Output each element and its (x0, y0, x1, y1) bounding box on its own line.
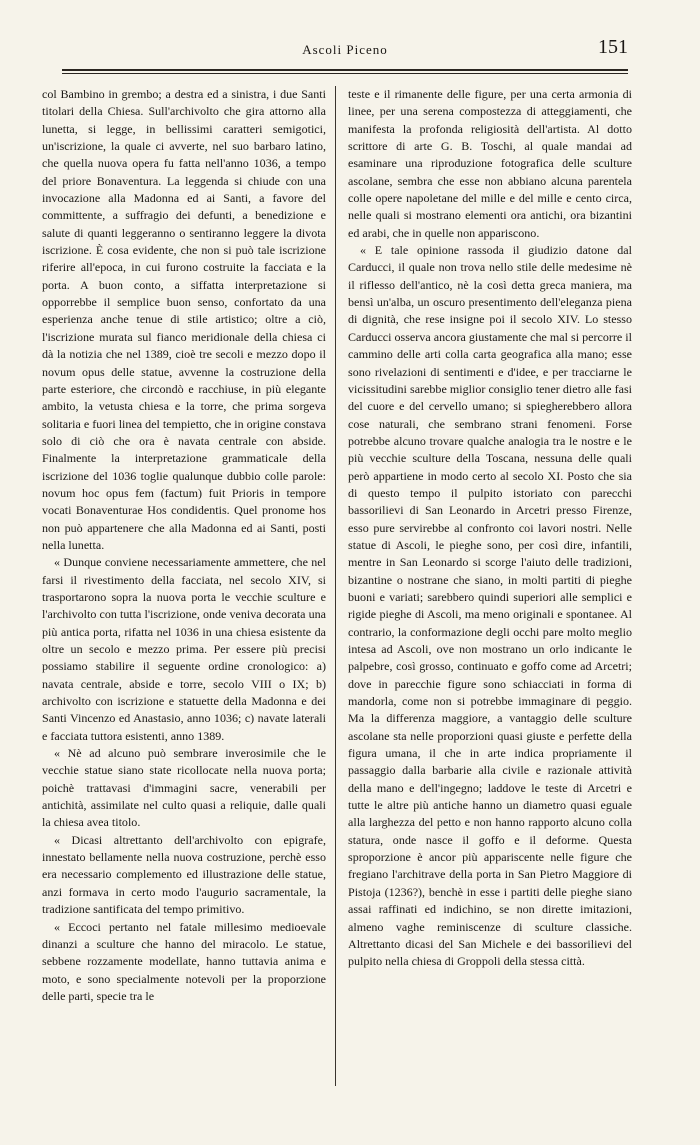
paragraph: « Eccoci pertanto nel fatale millesimo medioevale dinanzi a sculture che hanno del miracolo. Le statue, sebbene rozzamente modellate, hanno tuttavia anima e moto, e sono specialmente notevoli per la proporzione delle parti, specie tra le (42, 919, 326, 1003)
paragraph: teste e il rimanente delle figure, per una certa armonia di linee, per una serena compostezza di atteggiamenti, che manifesta la profonda religiosità dell'artista. Al dotto scrittore di arte G. B. Toschi, al quale mandai ad esaminare una riproduzione fotografica delle sculture ascolane, sembra che esse non abbiano alcuna parentela colle opere napoletane del mille e del mille e cento circa, nelle quali si mostrano elementi ora antichi, ora bizantini ed arabi, che in quelle non appariscono. (348, 87, 632, 240)
paragraph: « Nè ad alcuno può sembrare inverosimile che le vecchie statue siano state ricollocate nella nuova porta; poichè trattavasi d'immagini sacre, venerabili per antichità, assimilate nel culto quasi a reliquie, dalle quali la chiesa avea titolo. (42, 746, 326, 830)
paragraph: col Bambino in grembo; a destra ed a sinistra, i due Santi titolari della Chiesa. Sull'archivolto che gira attorno alla lunetta, si legge, in bellissimi caratteri semigotici, un'iscrizione, la quale ci avverte, nel suo barbaro latino, che quella nuova opera fu fatta nell'anno 1036, a tempo del priore Bonaventura. La leggenda si chiude con una invocazione alla Madonna ed ai Santi, a favore del committente, a suffragio dei defunti, a benedizione e salute di quanti leggeranno o sentiranno leggere la divota iscrizione. È cosa evidente, che non si può tale iscrizione riferire all'epoca, in cui furono costruite la facciata e la porta. A buon conto, a siffatta interpretazione si opporrebbe il semplice buon senso, confortato da una esperienza anche tenue di stile artistico; oltre a ciò, l'iscrizione murata sul fianco meridionale della chiesa ci dà la notizia che nel 1389, cioè tre secoli e mezzo dopo il novum opus delle statue, avvenne la costruzione della parte esteriore, che circondò e racchiuse, in più elegante ambito, la vetusta chiesa e la torre, che prima sorgeva solitaria e fuori linea del tempietto, che in origine constava solo di ciò che ora è navata centrale con abside. Finalmente la interpretazione grammaticale della iscrizione del 1036 toglie qualunque dubbio colle parole: novum hoc opus fem (factum) fuit Prioris in tempore vocati Bonaventurae Hos condidentis. Quel pronome hos non può appartenere che alla Madonna ed ai Santi, posti nella lunetta. (42, 87, 326, 552)
right-column (348, 86, 632, 971)
header-rule-thick (62, 69, 628, 71)
paragraph: « Dicasi altrettanto dell'archivolto con epigrafe, innestato bellamente nella nuova costruzione, perchè esso era necessario complemento ed illustrazione delle statue, anzi formava in certo modo l'augurio sacramentale, la tradizione santificata del tempo primitivo. (42, 832, 326, 917)
running-title: Ascoli Piceno (302, 42, 388, 57)
paragraph: « Dunque conviene necessariamente ammettere, che nel farsi il rivestimento della facciata, nel secolo XIV, si trasportarono sopra la nuova porta le vecchie sculture e l'archivolto con tutta l'iscrizione, onde veniva decorata una più antica porta, rifatta nel 1036 in una chiesa esistente da oltre un secolo e mezzo prima. Per essere più precisi possiamo stabilire il seguente ordine cronologico: a) navata centrale, abside e torre, secolo VIII o IX; b) archivolto con iscrizione e statuette della Madonna e dei Santi Vincenzo ed Anastasio, anno 1036; c) navate laterali e facciata tuttora esistenti, anno 1389. (42, 555, 326, 743)
paragraph: « E tale opinione rassoda il giudizio datone dal Carducci, il quale non trova nello stile delle medesime nè il riflesso dell'antico, nè la così detta greca maniera, ma bensì un'alba, un oscuro presentimento dell'eleganza piena di dignità, che rese insigne poi il secolo XIV. Lo stesso Carducci osserva ancora giustamente che mal si percorre il cammino delle arti colla carta geografica alla mano; esse sono rivelazioni di sentimenti e d'idee, e per tracciarne le vicissitudini sarebbe miglior consiglio tener dietro alle fasi del cuore e del cervello umano; si spiegherebbero allora cose naturali, che sembrano strani fenomeni. Forse potrebbe alcuno trovare qualche analogia tra le nostre e le più vecchie sculture della Toscana, nessuna delle quali però appartiene in modo certo al secolo XI. Posto che sia di questo tempo il pulpito istoriato con parecchi bassorilievi di San Leonardo in Arcetri presso Firenze, esso pure servirebbe al confronto coi lavori nostri. Nelle statue di Ascoli, le pieghe sono, per così dire, infantili, mentre in San Leonardo si scorge l'aiuto delle tradizioni, bizantine o nostrane che siano, in molti partiti di pieghe buoni e variati; sarebbero quindi superiori alle semplici e rigide pieghe di Ascoli, ma meno originali e spontanee. Al contrario, la conformazione degli occhi pare molto meglio intesa ad Ascoli, ove non mostrano un orlo indicante le palpebre, così grosso, continuato e goffo come ad Arcetri; dove in parecchie figure sono schiacciati in forma di mandorla, come non si potrebbe immaginare di peggio. Ma la differenza maggiore, a vantaggio delle sculture ascolane sta nelle proporzioni quasi giuste e perfette della figura umana, il che in arte indica propriamente il passaggio dalla barbarie alla civile e razionale attività della mano e dell'ingegno; laddove le teste di Arcetri e tutte le altre più antiche hanno un diametro quasi eguale alla larghezza del petto e non hanno rapporto alcuno colla statura, onde nasce il goffo e il deforme. Questa sproporzione è ancor più appariscente nelle figure che fregiano l'architrave della porta in San Pietro Maggiore di Pistoja (1236?), benchè in esse i partiti delle pieghe siano assai raffinati ed indichino, se non dirette imitazioni, almeno vaghe reminiscenze di sculture classiche. Altrettanto dicasi del San Michele e dei bassorilievi del pulpito nella chiesa di Groppoli della stessa città. (348, 243, 632, 969)
page-number: 151 (598, 36, 628, 58)
page-header (62, 36, 628, 66)
column-divider (335, 86, 336, 1086)
header-rule-thin (62, 73, 628, 74)
left-column (42, 86, 326, 1005)
